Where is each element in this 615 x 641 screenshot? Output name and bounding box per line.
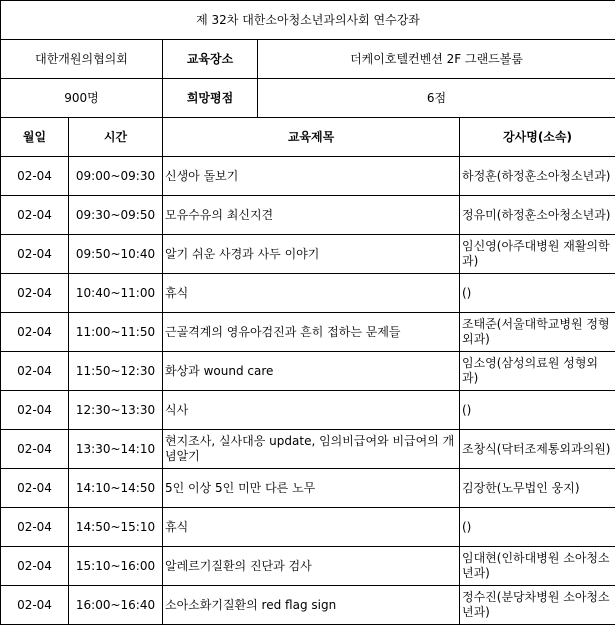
date-cell: 02-04 <box>1 274 69 313</box>
subject-cell: 알기 쉬운 사경과 사두 이야기 <box>163 235 460 274</box>
date-cell: 02-04 <box>1 313 69 352</box>
lecturer-cell: 김장한(노무법인 웅지) <box>460 469 615 508</box>
lecturer-cell: () <box>460 391 615 430</box>
subject-cell: 알레르기질환의 진단과 검사 <box>163 547 460 586</box>
organizer-cell: 대한개원의협의회 <box>1 40 163 79</box>
lecturer-cell: 임대현(인하대병원 소아청소년과) <box>460 547 615 586</box>
subject-cell: 근골격계의 영유아검진과 흔히 접하는 문제들 <box>163 313 460 352</box>
points-label: 희망평점 <box>163 79 258 118</box>
lecturer-cell: 하정훈(하정훈소아청소년과) <box>460 157 615 196</box>
table-row <box>1 430 615 469</box>
time-cell: 09:50~10:40 <box>69 235 163 274</box>
subject-cell: 현지조사, 실사대응 update, 임의비급여와 비급여의 개념알기 <box>163 430 460 469</box>
points-value: 6점 <box>258 79 615 118</box>
time-cell: 12:30~13:30 <box>69 391 163 430</box>
time-cell: 11:00~11:50 <box>69 313 163 352</box>
date-cell: 02-04 <box>1 157 69 196</box>
lecturer-cell: 정유미(하정훈소아청소년과) <box>460 196 615 235</box>
date-cell: 02-04 <box>1 196 69 235</box>
table-row <box>1 235 615 274</box>
venue-label: 교육장소 <box>163 40 258 79</box>
date-cell: 02-04 <box>1 352 69 391</box>
table-row <box>1 157 615 196</box>
lecturer-cell: () <box>460 508 615 547</box>
time-cell: 16:00~16:40 <box>69 586 163 625</box>
venue-value: 더케이호텔컨벤션 2F 그랜드볼룸 <box>258 40 615 79</box>
table-row <box>1 586 615 625</box>
table-row <box>1 391 615 430</box>
date-cell: 02-04 <box>1 508 69 547</box>
subject-cell: 휴식 <box>163 274 460 313</box>
subject-cell: 식사 <box>163 391 460 430</box>
table-row <box>1 196 615 235</box>
time-cell: 10:40~11:00 <box>69 274 163 313</box>
subject-cell: 모유수유의 최신지견 <box>163 196 460 235</box>
date-cell: 02-04 <box>1 469 69 508</box>
table-row <box>1 547 615 586</box>
table-row <box>1 313 615 352</box>
lecturer-cell: 정수진(분당차병원 소아청소년과) <box>460 586 615 625</box>
time-cell: 14:10~14:50 <box>69 469 163 508</box>
time-cell: 15:10~16:00 <box>69 547 163 586</box>
schedule-body <box>1 157 615 625</box>
subject-cell: 신생아 돌보기 <box>163 157 460 196</box>
lecturer-cell: 임신영(아주대병원 재활의학과) <box>460 235 615 274</box>
time-cell: 14:50~15:10 <box>69 508 163 547</box>
lecturer-cell: 조태준(서울대학교병원 정형외과) <box>460 313 615 352</box>
date-cell: 02-04 <box>1 586 69 625</box>
time-cell: 11:50~12:30 <box>69 352 163 391</box>
table-row <box>1 508 615 547</box>
date-cell: 02-04 <box>1 547 69 586</box>
column-header-lecturer: 강사명(소속) <box>460 118 615 157</box>
attendance-cell: 900명 <box>1 79 163 118</box>
column-header-date: 월일 <box>1 118 69 157</box>
lecturer-cell: () <box>460 274 615 313</box>
time-cell: 09:00~09:30 <box>69 157 163 196</box>
page-title: 제 32차 대한소아청소년과의사회 연수강좌 <box>1 1 615 40</box>
lecturer-cell: 임소영(삼성의료원 성형외과) <box>460 352 615 391</box>
lecturer-cell: 조창식(닥터조제통외과의원) <box>460 430 615 469</box>
subject-cell: 화상과 wound care <box>163 352 460 391</box>
table-row <box>1 352 615 391</box>
subject-cell: 휴식 <box>163 508 460 547</box>
table-row <box>1 274 615 313</box>
column-header-subject: 교육제목 <box>163 118 460 157</box>
time-cell: 09:30~09:50 <box>69 196 163 235</box>
date-cell: 02-04 <box>1 430 69 469</box>
date-cell: 02-04 <box>1 391 69 430</box>
subject-cell: 소아소화기질환의 red flag sign <box>163 586 460 625</box>
column-header-time: 시간 <box>69 118 163 157</box>
subject-cell: 5인 이상 5인 미만 다른 노무 <box>163 469 460 508</box>
table-row <box>1 469 615 508</box>
time-cell: 13:30~14:10 <box>69 430 163 469</box>
date-cell: 02-04 <box>1 235 69 274</box>
